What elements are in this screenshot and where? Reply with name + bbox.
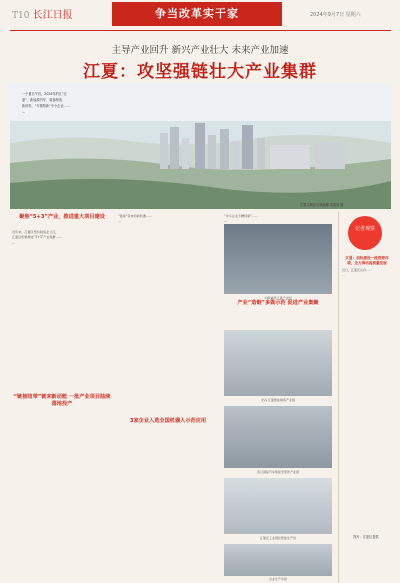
headline: 江夏：攻坚强链壮大产业集群: [83, 62, 317, 82]
kicker: 主导产业回升 新兴产业壮大 未来产业加速: [111, 45, 289, 56]
col1-subheading: “链接纽带”链来新动能 一批产业项目陆续落地投产: [13, 394, 111, 407]
text-line: 近年来，江夏区坚持制造业立区，: [12, 230, 59, 234]
col3-subheading: 产业“造链”多做示范 促进产业集聚: [237, 300, 319, 306]
text-line: …: [118, 219, 122, 224]
col2-text: [118, 214, 218, 414]
header-rule: [10, 30, 391, 31]
paper-logo: 长江日报: [32, 10, 73, 21]
col1-text: [12, 230, 112, 390]
sidebar-body: [342, 268, 390, 458]
col2-subheading: 3家企业入选全国机器人示范应用: [129, 418, 207, 424]
sidebar-footer-line: 图片：江夏区提供: [353, 535, 379, 539]
section-banner: 争当改革实干家: [112, 2, 282, 26]
photo-5: [224, 544, 332, 576]
hero-lead: [22, 91, 122, 115]
photo-caption: 企业生产车间: [268, 577, 287, 581]
photo-1: [224, 224, 332, 294]
text-line: …: [224, 219, 228, 224]
sidebar-footer: [342, 535, 390, 541]
sidebar-title: 江夏：加快建设一流营商环境，全力推动高质量发展: [345, 256, 389, 265]
photo-caption: 武汉国际汽车智能零部件产业园: [256, 470, 299, 474]
photo-2: [224, 330, 332, 396]
sidebar-line: 近日，江夏区出台……: [342, 268, 373, 272]
hero-photo: [10, 83, 391, 209]
col1-heading: 聚焦“5+3”产业，推进重大项目建设: [19, 214, 105, 220]
hero-lead-line: 夏”，新能源汽车、装备制造、: [22, 98, 66, 102]
issue-info: 2024年9月7日 星期六: [310, 12, 361, 18]
photo-4: [224, 478, 332, 534]
hero-lead-line: 新材料、“专精特新”中小企业……: [22, 104, 70, 108]
photo-caption: 江夏区工业园区智能生产线: [259, 536, 296, 540]
text-line: “链接”带来的新机遇……: [118, 214, 153, 218]
sidebar-line: …: [342, 273, 345, 277]
photo-3: [224, 406, 332, 468]
hero-caption: 江夏主城区与汤逊湖 周泉泉 摄: [300, 203, 344, 207]
hero-lead-line: …: [22, 110, 26, 114]
page-number: T10: [12, 11, 30, 21]
page-header-left: [12, 8, 82, 24]
hero-lead-line: 一个夏日午后，2024年的江“北: [22, 92, 67, 96]
photo-caption: 中联重科江夏产业园: [264, 296, 292, 300]
sidebar-badge: 记者观察: [348, 216, 382, 250]
text-line: 江夏区积极推进“5+3”产业集群……: [12, 235, 62, 240]
text-line: “中小企业专精特新”……: [224, 214, 259, 218]
text-line: …: [12, 240, 16, 245]
photo-caption: 光谷·江夏智能制造产业园: [261, 398, 295, 402]
